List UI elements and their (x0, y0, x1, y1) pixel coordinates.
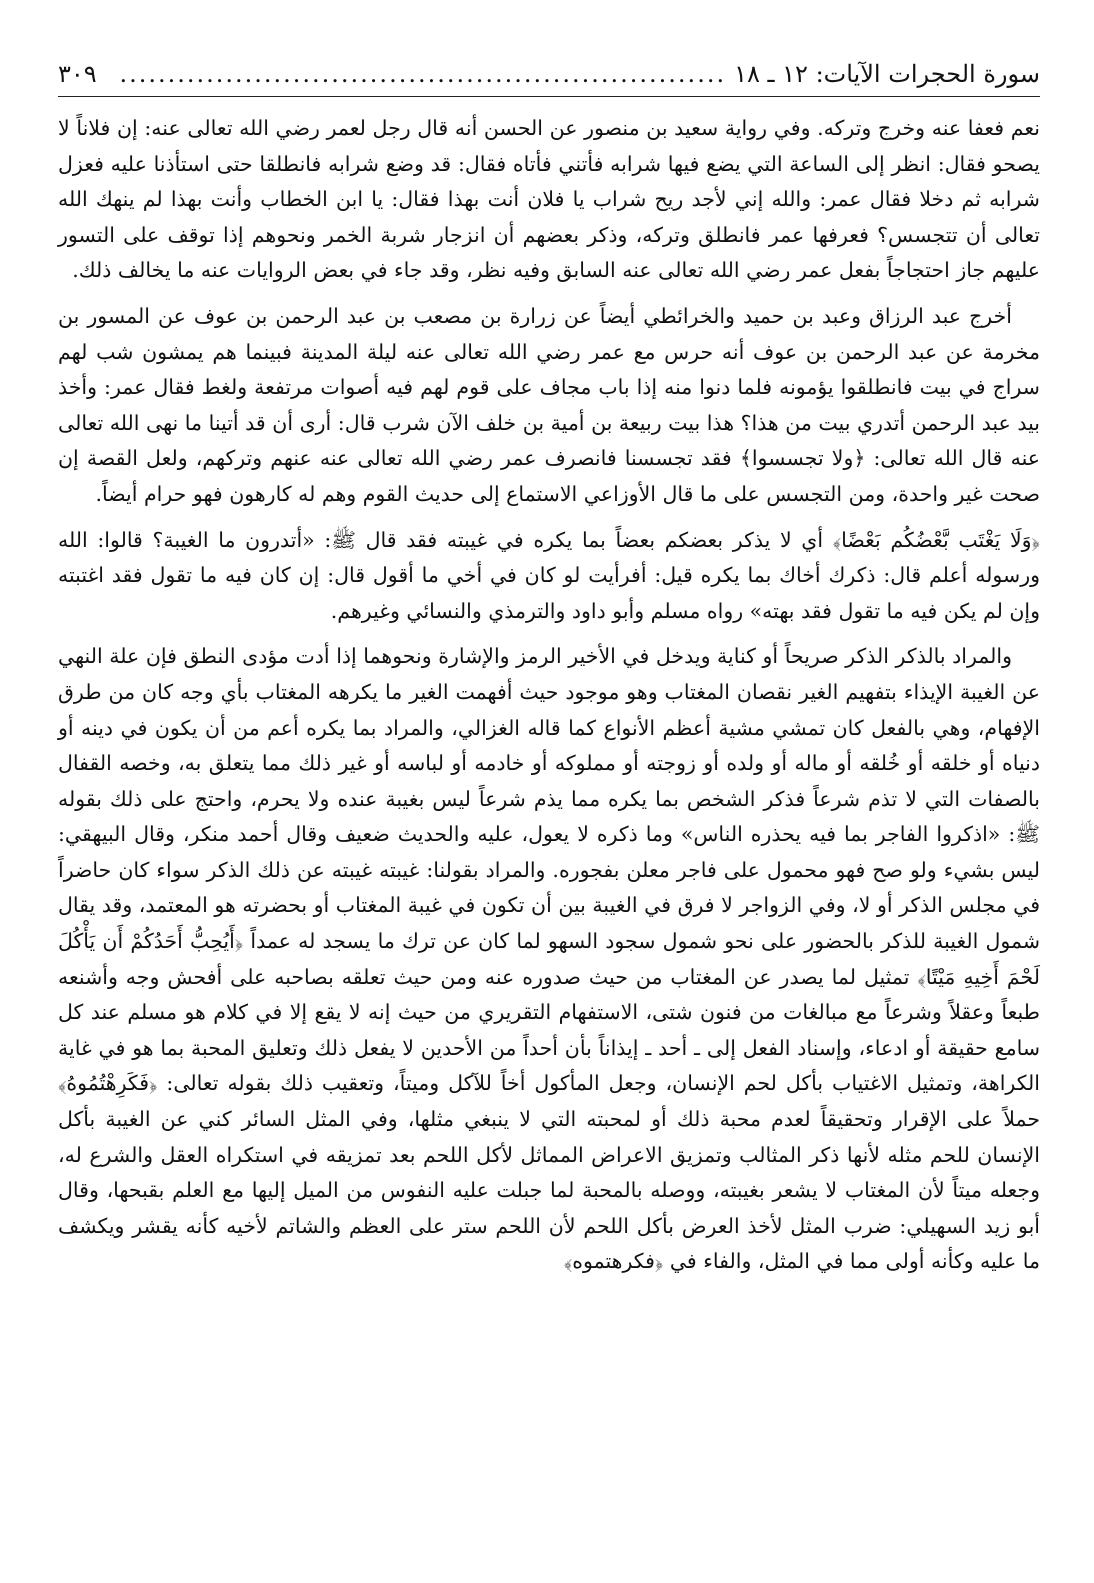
paragraph: ﴿وَلَا يَغْتَب بَّعْضُكُم بَعْضًا﴾ أي لا يذكر بعضكم بعضاً بما يكره في غيبته فقد قال ﷺ: «أتدرون ما الغيبة؟ قالوا: الله ورسوله أعلم قال: ذكرك أخاك بما يكره قيل: أفرأيت لو كان في أخي ما أقول قال: إن كان فيه ما تقول فقد اغتبته وإن لم يكن فيه ما تقول فقد بهته» رواه مسلم وأبو داود والترمذي والنسائي وغيرهم. (58, 527, 1040, 623)
paragraph: أخرج عبد الرزاق وعبد بن حميد والخرائطي أيضاً عن زرارة بن مصعب بن عبد الرحمن بن عوف عن المسور بن مخرمة عن عبد الرحمن بن عوف أنه حرس مع عمر رضي الله تعالى عنه ليلة المدينة فبينما هم يمشون شب لهم سراج في بيت فانطلقوا يؤمونه فلما دنوا منه إذا باب مجاف على قوم لهم فيه أصوات مرتفعة ولغط فقال عمر: وأخذ بيد عبد الرحمن أتدري بيت من هذا؟ هذا بيت ربيعة بن أمية بن خلف الآن شرب قال: أرى أن قد أتينا ما نهى الله تعالى عنه قال الله تعالى: ﴿ولا تجسسوا﴾ فقد تجسسنا فانصرف عمر رضي الله تعالى عنه عنهم وتركهم، ولعل القصة إن صحت غير واحدة، ومن التجسس على ما قال الأوزاعي الاستماع إلى حديث القوم وهم له كارهون فهو حرام أيضاً. (58, 303, 1040, 506)
paragraph-gap (58, 289, 1040, 299)
paragraph-gap (58, 629, 1040, 639)
book-page (58, 58, 1040, 1280)
leader-dots: ............................................................... (119, 60, 727, 88)
paragraph: والمراد بالذكر الذكر صريحاً أو كناية ويدخل في الأخير الرمز والإشارة ونحوهما إذا أدت مؤدى النطق فإن علة النهي عن الغيبة الإيذاء بتفهيم الغير نقصان المغتاب وهو موجود حيث أفهمت الغير ما يكرهه المغتاب بأي وجه كان من طرق الإفهام، وهي بالفعل كان تمشي مشية أعظم الأنواع كما قاله الغزالي، والمراد بما يكره أعم من أن يكون في دينه أو دنياه أو خلقه أو خُلقه أو ماله أو ولده أو زوجته أو مملوكه أو خادمه أو لباسه أو غير ذلك مما يتعلق به، وخصه القفال بالصفات التي لا تذم شرعاً فذكر الشخص بما يكره مما يذم شرعاً ليس بغيبة عنده ولا يحرم، واحتج على ذلك بقوله ﷺ: «اذكروا الفاجر بما فيه يحذره الناس» وما ذكره لا يعول، عليه والحديث ضعيف وقال أحمد منكر، وقال البيهقي: ليس بشيء ولو صح فهو محمول على فاجر معلن بفجوره. والمراد بقولنا: غيبته غيبته عن ذلك الذكر سواء كان حاضراً في مجلس الذكر أو لا، وفي الزواجر لا فرق في الغيبة بين أن تكون في غيبة المغتاب أو بحضرته هو المعتمد، وقد يقال شمول الغيبة للذكر بالحضور على نحو شمول سجود السهو لما كان عن ترك ما يسجد له عمداً ﴿أَيُحِبُّ أَحَدُكُمْ أَن يَأْكُلَ لَحْمَ أَخِيهِ مَيْتًا﴾ تمثيل لما يصدر عن المغتاب من حيث صدوره عنه ومن حيث تعلقه بصاحبه على أفحش وجه وأشنعه طبعاً وعقلاً وشرعاً مع مبالغات من فنون شتى، الاستفهام التقريري من حيث إنه لا يقع إلا في كلام هو مسلم عند كل سامع حقيقة أو ادعاء، وإسناد الفعل إلى ـ أحد ـ إيذاناً بأن أحداً من الأحدين لا يفعل ذلك وتعليق المحبة بما هو في غاية الكراهة، وتمثيل الاغتياب بأكل لحم الإنسان، وجعل المأكول أخاً للآكل وميتاً، وتعقيب ذلك بقوله تعالى: ﴿فَكَرِهْتُمُوهُ﴾ حملاً على الإقرار وتحقيقاً لعدم محبة ذلك أو لمحبته التي لا ينبغي مثلها، وفي المثل السائر كني عن الغيبة بأكل الإنسان للحم مثله لأنها ذكر المثالب وتمزيق الاعراض المماثل لأكل اللحم بعد تمزيقه في استكراه العقل والشرع له، وجعله ميتاً لأن المغتاب لا يشعر بغيبته، ووصله بالمحبة لما جبلت عليه النفوس من الميل إليها مع العلم بقبحها، وقال أبو زيد السهيلي: ضرب المثل لأخذ العرض بأكل اللحم لأن اللحم ستر على العظم والشاتم لأخيه كأنه يقشر ويكشف ما عليه وكأنه أولى مما في المثل، والفاء في ﴿فكرهتموه﴾ (58, 644, 1040, 1274)
paragraph: نعم فعفا عنه وخرج وتركه. وفي رواية سعيد بن منصور عن الحسن أنه قال رجل لعمر رضي الله تعالى عنه: إن فلاناً لا يصحو فقال: انظر إلى الساعة التي يضع فيها شرابه فأتني فأتاه فقال: قد وضع شرابه فانطلقا حتى استأذنا عليه فعزل شرابه ثم دخلا فقال عمر: والله إني لأجد ريح شراب يا فلان أنت بهذا فقال: يا ابن الخطاب وأنت بهذا لم ينهك الله تعالى أن تتجسس؟ فعرفها عمر فانطلق وتركه، وذكر بعضهم أن انزجار شربة الخمر ونحوهم إذا توقف على التسور عليهم جاز احتجاجاً بفعل عمر رضي الله تعالى عنه السابق وفيه نظر، وقد جاء في بعض الروايات عنه ما يخالف ذلك. (58, 116, 1040, 283)
running-header (58, 58, 1040, 97)
page-number: ٣٠٩ (58, 60, 97, 88)
surah-title: سورة الحجرات الآيات: ١٢ ـ ١٨ (734, 60, 1040, 88)
paragraph-gap (58, 513, 1040, 523)
